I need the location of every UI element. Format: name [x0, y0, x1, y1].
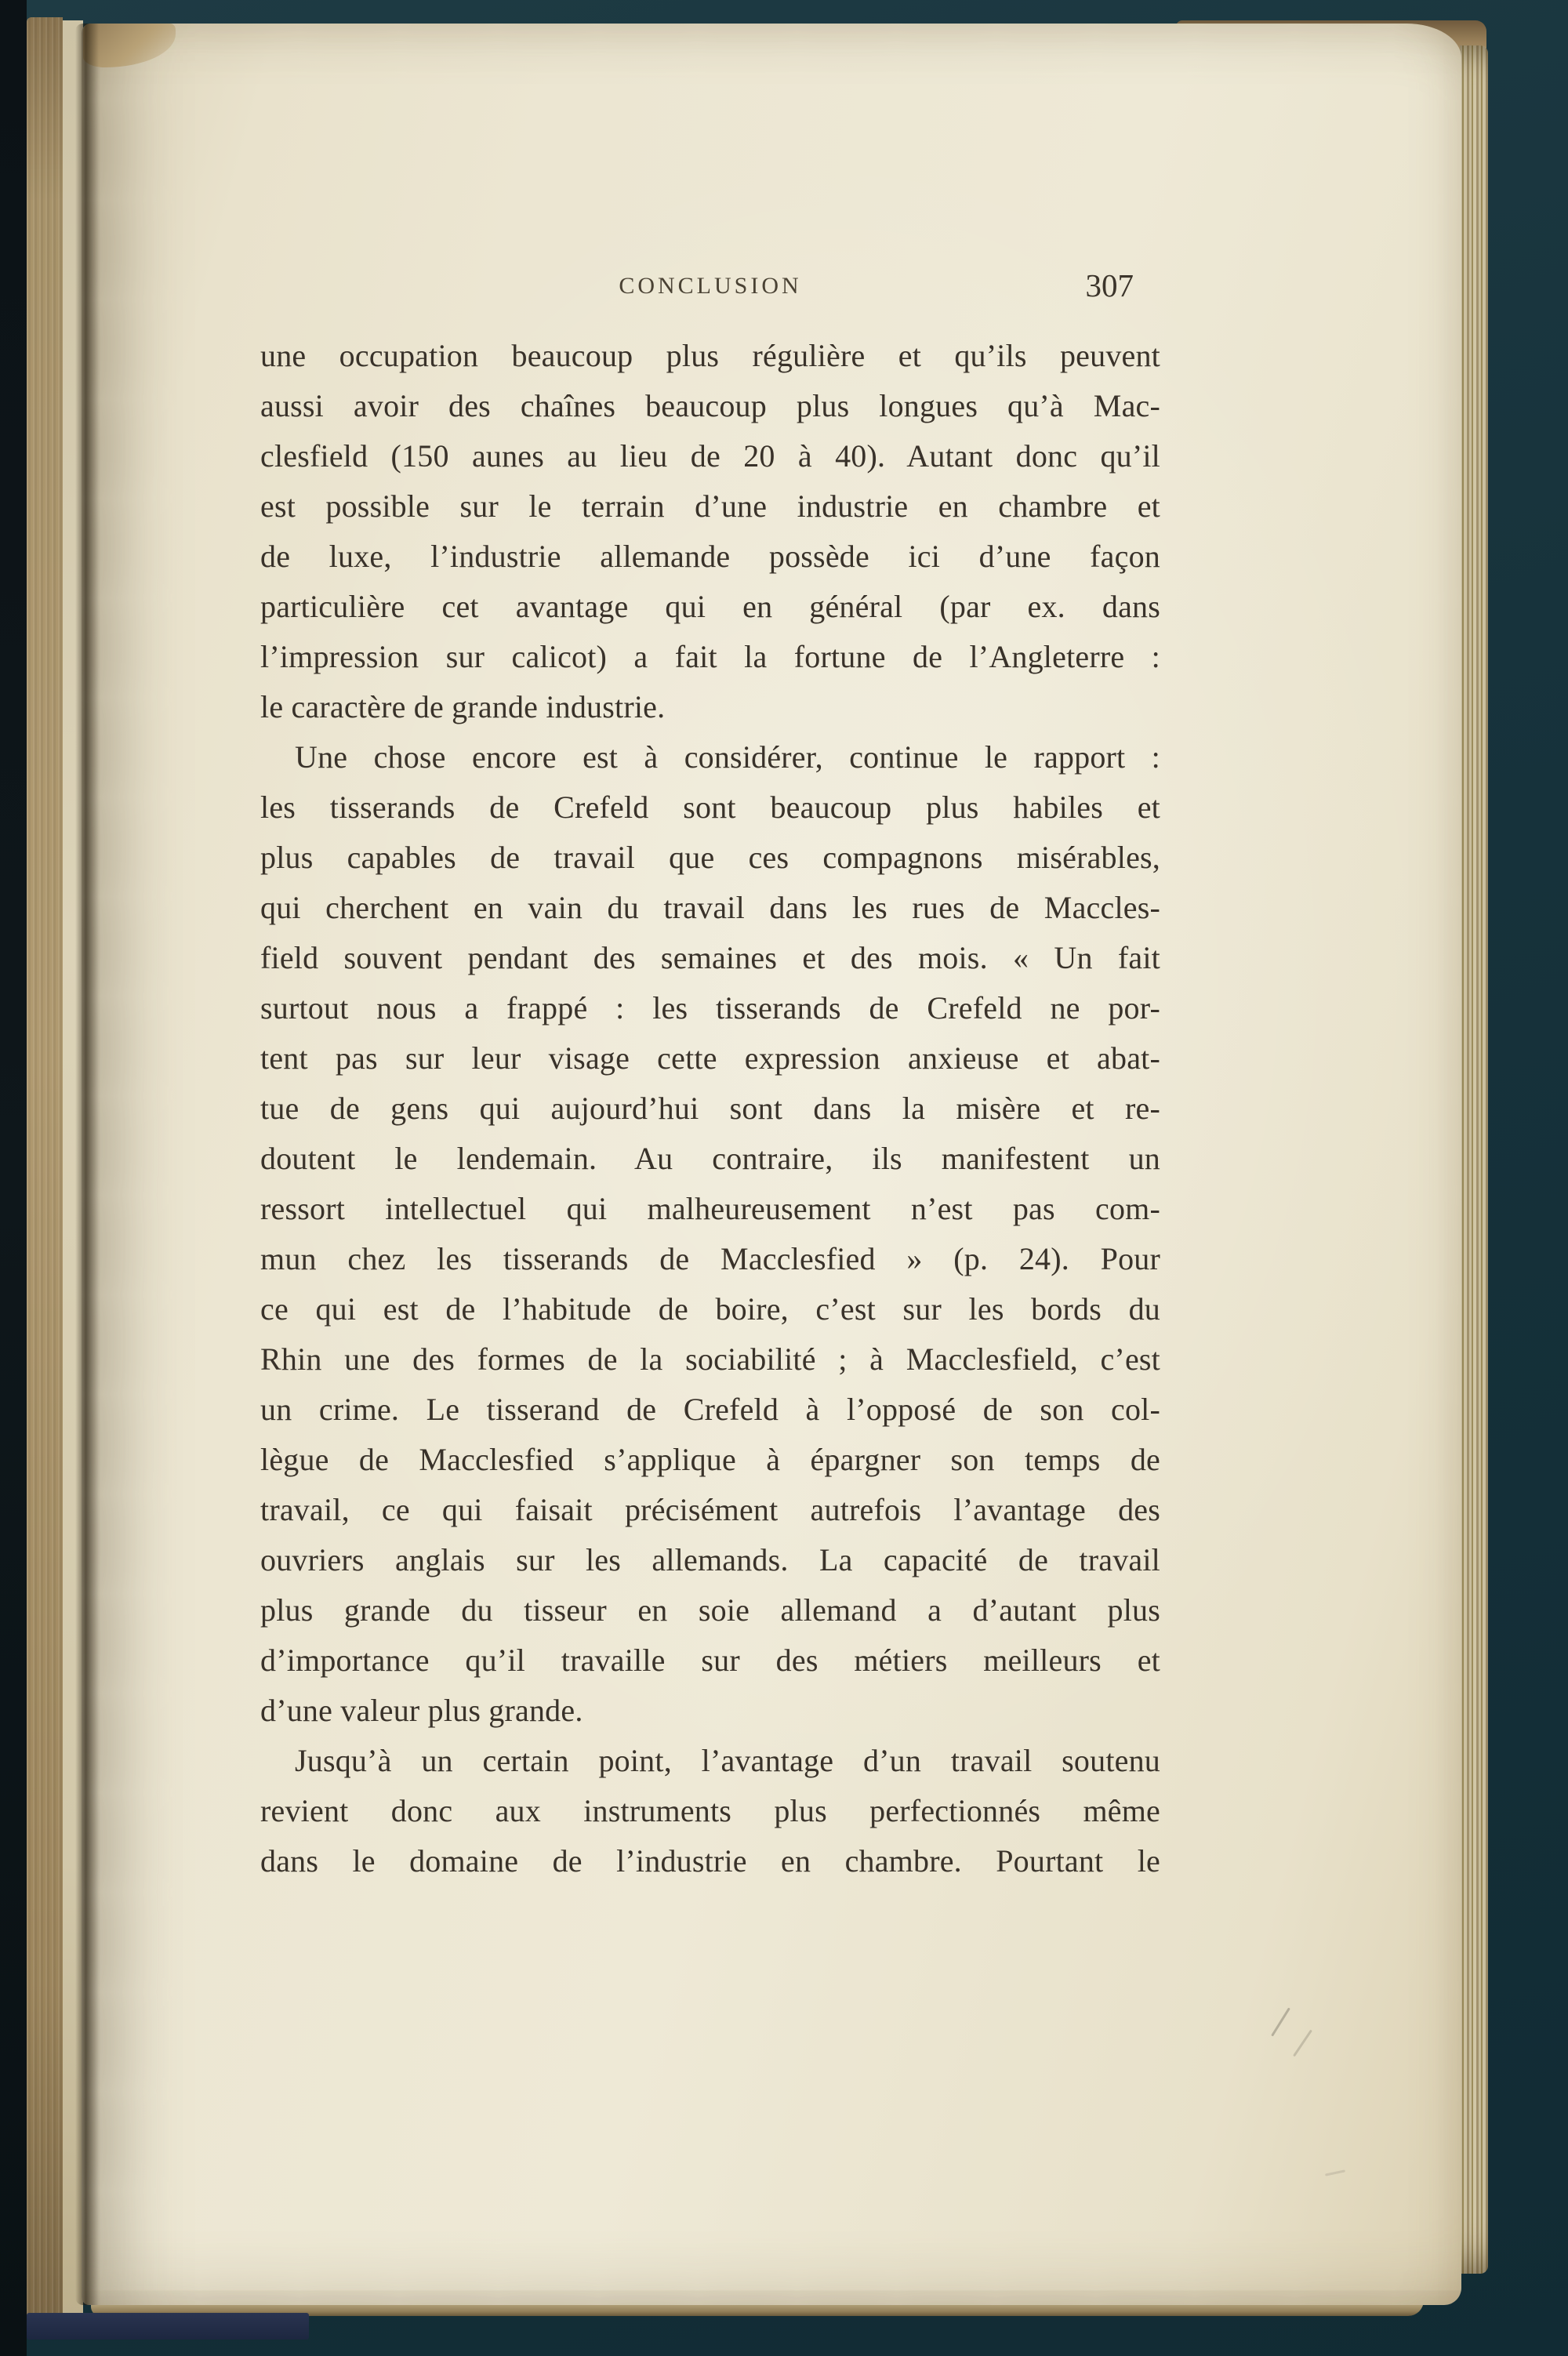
text-line: ressort intellectuel qui malheureusement n’est pas com-	[260, 1191, 1160, 1226]
text-line: Rhin une des formes de la sociabilité ; à Macclesfield, c’est	[260, 1341, 1160, 1377]
text-line: doutent le lendemain. Au contraire, ils manifestent un	[260, 1141, 1160, 1176]
paragraph	[260, 732, 1160, 1736]
book-page	[82, 24, 1461, 2305]
text-line: tue de gens qui aujourd’hui sont dans la misère et re-	[260, 1091, 1160, 1126]
text-line: revient donc aux instruments plus perfectionnés même	[260, 1793, 1160, 1828]
text-line: mun chez les tisserands de Macclesfied » (p. 24). Pour	[260, 1241, 1160, 1276]
bottom-cover-strip	[27, 2313, 309, 2340]
text-line: aussi avoir des chaînes beaucoup plus longues qu’à Mac-	[260, 388, 1160, 423]
pencil-mark	[1293, 2030, 1312, 2057]
text-line: Une chose encore est à considérer, continue le rapport :	[295, 739, 1160, 775]
text-line: lègue de Macclesfied s’applique à épargner son temps de	[260, 1442, 1160, 1477]
text-line: ouvriers anglais sur les allemands. La capacité de travail	[260, 1542, 1160, 1577]
text-line: qui cherchent en vain du travail dans les rues de Maccles-	[260, 890, 1160, 925]
text-line: plus capables de travail que ces compagnons misérables,	[260, 840, 1160, 875]
text-line: une occupation beaucoup plus régulière et qu’ils peuvent	[260, 338, 1160, 373]
text-line: travail, ce qui faisait précisément autrefois l’avantage des	[260, 1492, 1160, 1527]
pencil-mark	[1271, 2007, 1290, 2036]
book-fore-edge	[27, 17, 63, 2332]
text-line: d’une valeur plus grande.	[260, 1693, 583, 1728]
text-line: ce qui est de l’habitude de boire, c’est sur les bords du	[260, 1291, 1160, 1327]
page-number: 307	[1085, 267, 1134, 303]
text-line: surtout nous a frappé : les tisserands de Crefeld ne por-	[260, 990, 1160, 1026]
text-line: clesfield (150 aunes au lieu de 20 à 40). Autant donc qu’il	[260, 438, 1160, 474]
text-line: d’importance qu’il travaille sur des métiers meilleurs et	[260, 1643, 1160, 1678]
text-line: le caractère de grande industrie.	[260, 689, 666, 724]
right-page-stack-edge	[1460, 45, 1488, 2274]
text-line: de luxe, l’industrie allemande possède ici d’une façon	[260, 539, 1160, 574]
page-header	[260, 267, 1160, 310]
running-head: CONCLUSION	[619, 273, 802, 299]
text-line: particulière cet avantage qui en général (par ex. dans	[260, 589, 1160, 624]
text-line: Jusqu’à un certain point, l’avantage d’un travail soutenu	[295, 1743, 1160, 1778]
text-line: les tisserands de Crefeld sont beaucoup plus habiles et	[260, 790, 1160, 825]
text-line: tent pas sur leur visage cette expression anxieuse et abat-	[260, 1040, 1160, 1076]
text-line: un crime. Le tisserand de Crefeld à l’opposé de son col-	[260, 1392, 1160, 1427]
binding-dark-band	[0, 0, 27, 2356]
text-line: l’impression sur calicot) a fait la fortune de l’Angleterre :	[260, 639, 1160, 674]
pencil-mark	[1325, 2169, 1345, 2176]
text-line: field souvent pendant des semaines et des mois. « Un fait	[260, 940, 1160, 975]
paragraph	[260, 1736, 1160, 1886]
text-line: est possible sur le terrain d’une industrie en chambre et	[260, 488, 1160, 524]
text-block	[260, 331, 1160, 1886]
paragraph	[260, 331, 1160, 732]
text-line: plus grande du tisseur en soie allemand a d’autant plus	[260, 1592, 1160, 1628]
gutter-shadow	[75, 24, 99, 2305]
text-line: dans le domaine de l’industrie en chambre. Pourtant le	[260, 1843, 1160, 1879]
